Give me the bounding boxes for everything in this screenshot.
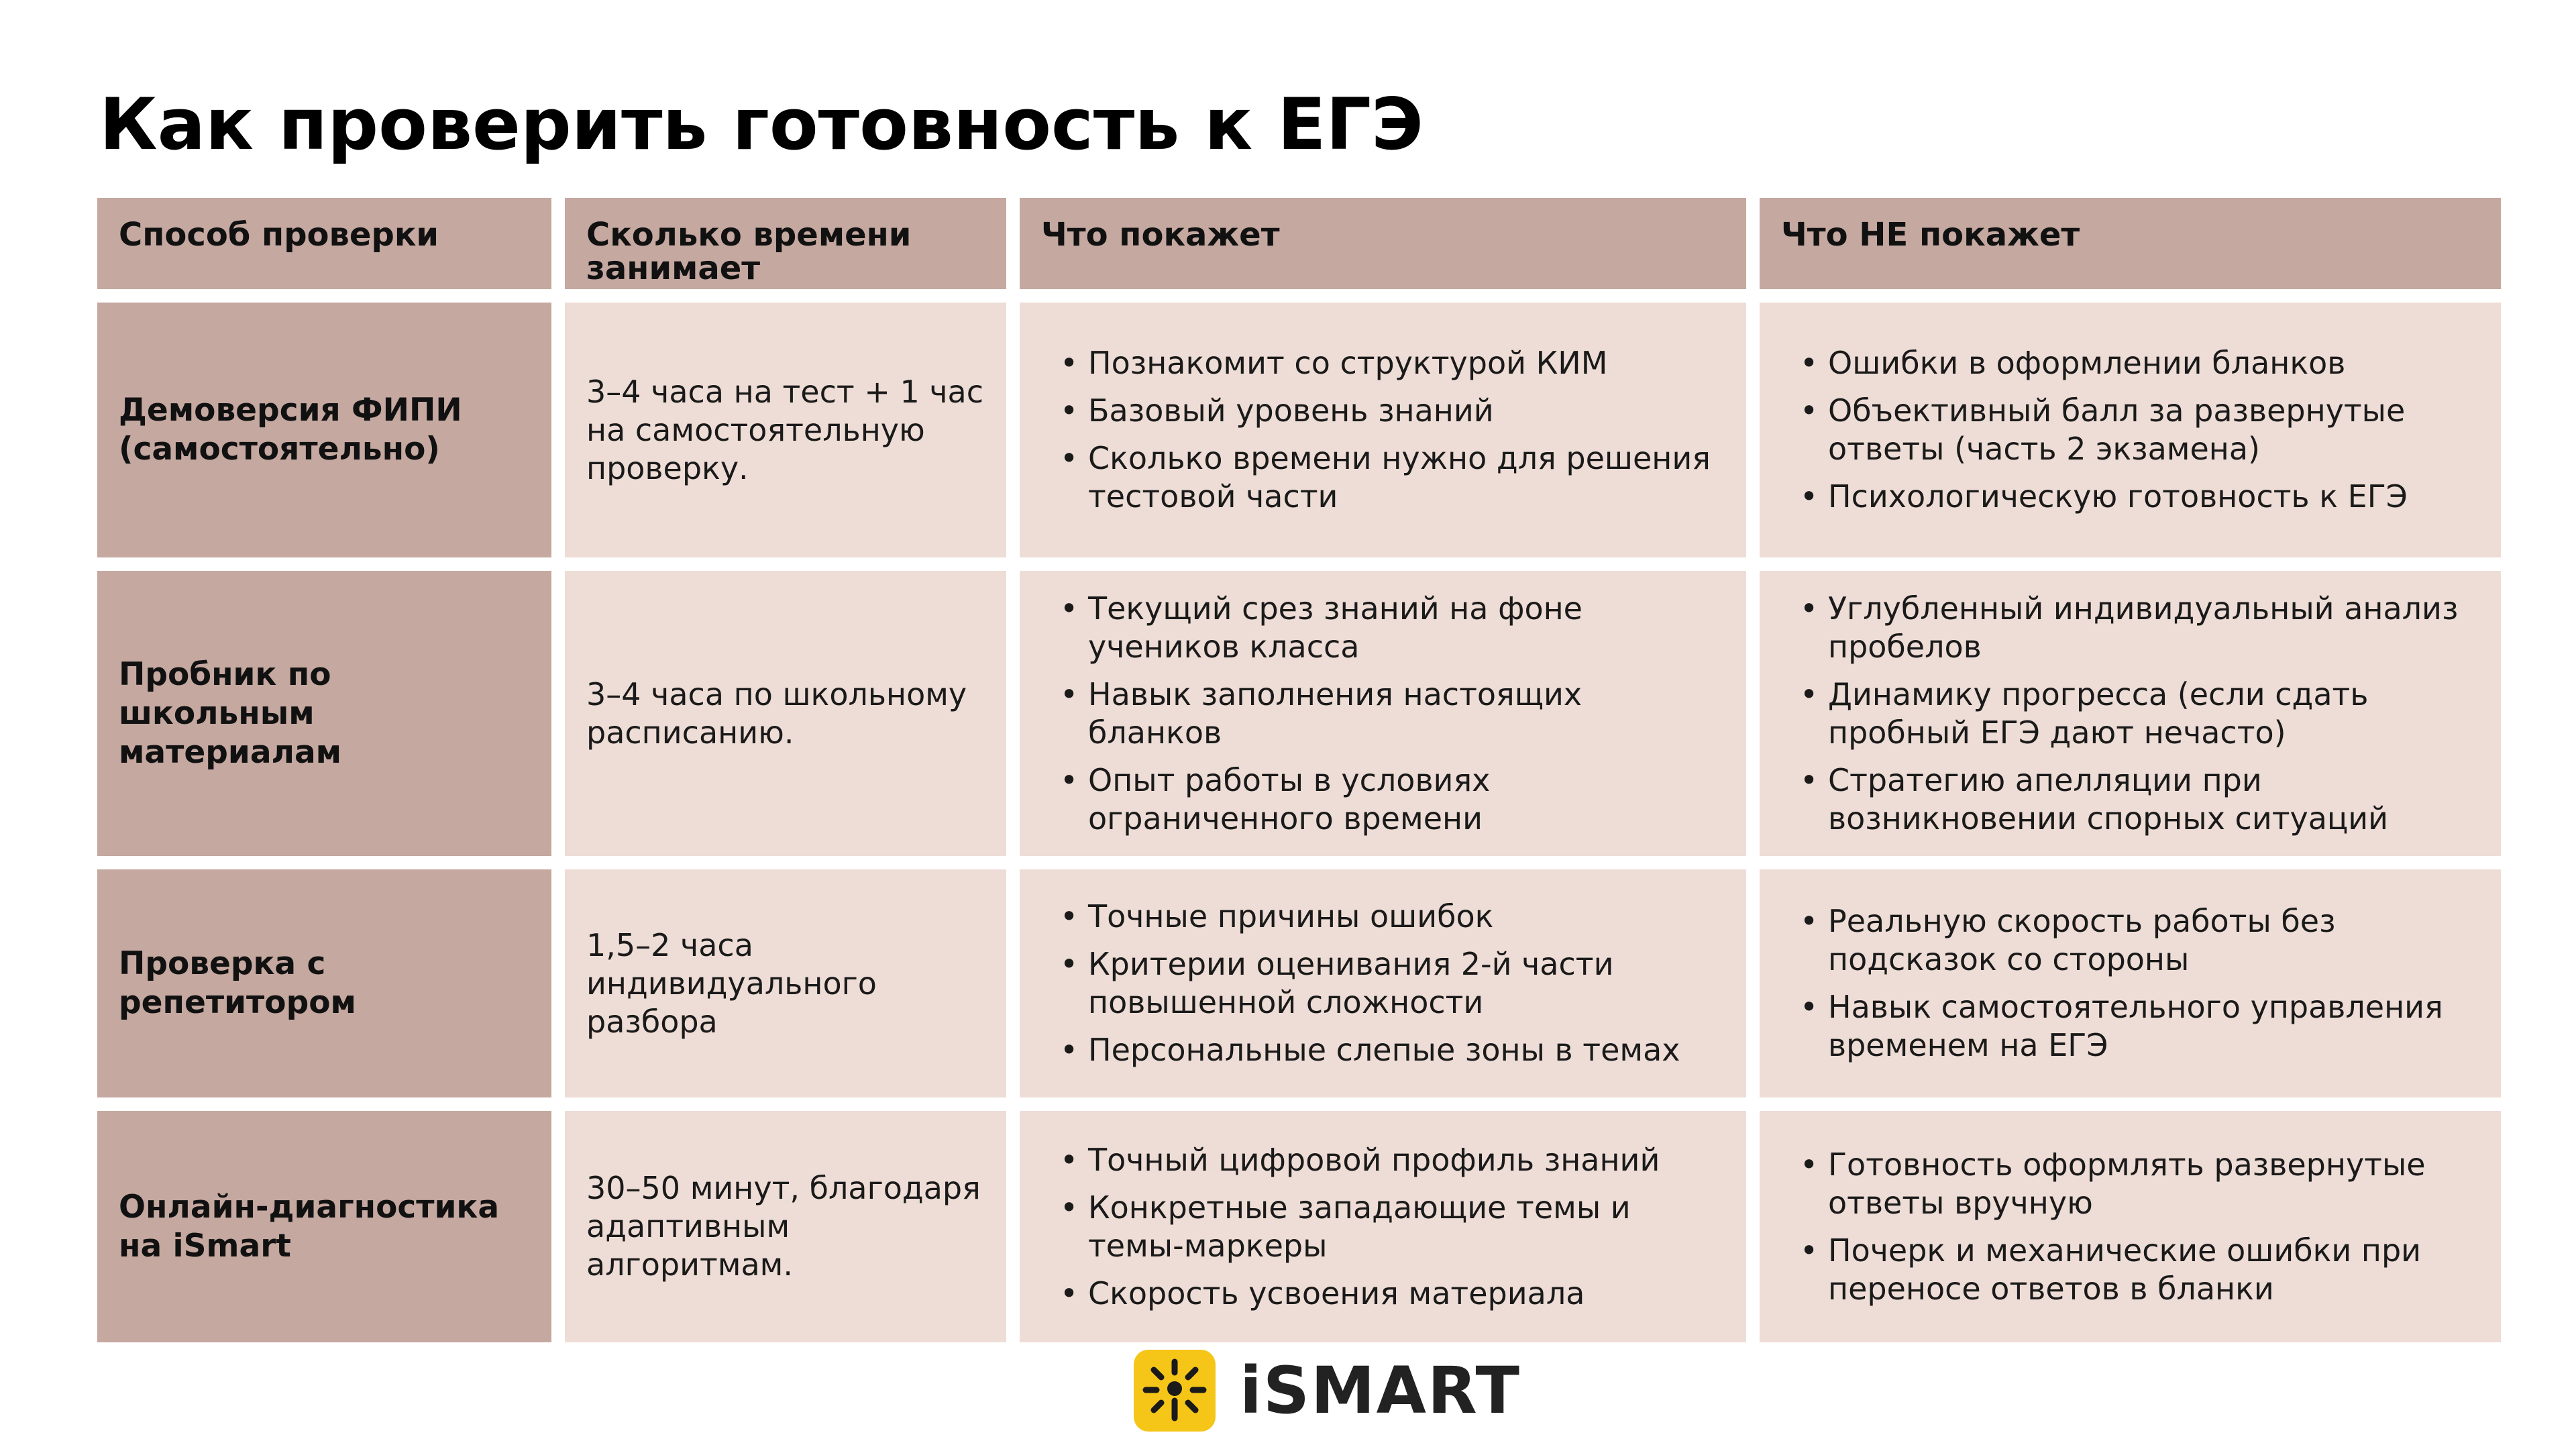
list-item: • Стратегию апелляции при возникновении спорных ситуаций (1781, 761, 2479, 838)
logo-wordmark: iSMART (1240, 1353, 1521, 1428)
list-item: • Скорость усвоения материала (1041, 1275, 1725, 1313)
list-item: • Реальную скорость работы без подсказок со стороны (1781, 902, 2479, 979)
not-shows-list (1781, 580, 2479, 847)
method-cell: Проверка с репетитором (97, 869, 551, 1097)
shows-list (1041, 888, 1725, 1079)
list-item: • Конкретные западающие темы и темы-маркеры (1041, 1189, 1725, 1265)
not-shows-list (1781, 1136, 2479, 1318)
shows-cell (1020, 303, 1746, 557)
list-item: • Почерк и механические ошибки при переносе ответов в бланки (1781, 1232, 2479, 1308)
comparison-table (97, 198, 2501, 1342)
list-item: • Текущий срез знаний на фоне учеников класса (1041, 590, 1725, 666)
time-cell: 30–50 минут, благодаря адаптивным алгоритмам. (565, 1111, 1006, 1342)
header-time: Сколько времени занимает (565, 198, 1006, 289)
shows-cell (1020, 869, 1746, 1097)
list-item: • Персональные слепые зоны в темах (1041, 1031, 1725, 1069)
time-cell: 3–4 часа по школьному расписанию. (565, 571, 1006, 856)
list-item: • Ошибки в оформлении бланков (1781, 344, 2479, 382)
list-item: • Опыт работы в условиях ограниченного времени (1041, 761, 1725, 838)
not-shows-cell (1760, 303, 2501, 557)
page-title: Как проверить готовность к ЕГЭ (99, 83, 1424, 166)
method-cell: Демоверсия ФИПИ (самостоятельно) (97, 303, 551, 557)
list-item: • Точные причины ошибок (1041, 898, 1725, 936)
not-shows-list (1781, 893, 2479, 1074)
shows-cell (1020, 1111, 1746, 1342)
not-shows-list (1781, 335, 2479, 525)
ismart-logo (1134, 1350, 1521, 1432)
list-item: • Готовность оформлять развернутые ответы вручную (1781, 1146, 2479, 1222)
method-cell: Пробник по школьным материалам (97, 571, 551, 856)
not-shows-cell (1760, 1111, 2501, 1342)
header-not-shows: Что НЕ покажет (1760, 198, 2501, 289)
shows-list (1041, 335, 1725, 525)
time-cell: 3–4 часа на тест + 1 час на самостоятельную проверку. (565, 303, 1006, 557)
list-item: • Навык заполнения настоящих бланков (1041, 676, 1725, 752)
list-item: • Познакомит со структурой КИМ (1041, 344, 1725, 382)
list-item: • Базовый уровень знаний (1041, 392, 1725, 430)
list-item: • Психологическую готовность к ЕГЭ (1781, 478, 2479, 516)
shows-cell (1020, 571, 1746, 856)
list-item: • Динамику прогресса (если сдать пробный ЕГЭ дают нечасто) (1781, 676, 2479, 752)
list-item: • Сколько времени нужно для решения тестовой части (1041, 439, 1725, 516)
header-shows: Что покажет (1020, 198, 1746, 289)
sun-icon (1134, 1350, 1216, 1432)
not-shows-cell (1760, 571, 2501, 856)
list-item: • Критерии оценивания 2-й части повышенной сложности (1041, 945, 1725, 1022)
list-item: • Объективный балл за развернутые ответы (часть 2 экзамена) (1781, 392, 2479, 468)
not-shows-cell (1760, 869, 2501, 1097)
time-cell: 1,5–2 часа индивидуального разбора (565, 869, 1006, 1097)
list-item: • Углубленный индивидуальный анализ пробелов (1781, 590, 2479, 666)
shows-list (1041, 580, 1725, 847)
method-cell: Онлайн-диагностика на iSmart (97, 1111, 551, 1342)
list-item: • Точный цифровой профиль знаний (1041, 1141, 1725, 1179)
header-method: Способ проверки (97, 198, 551, 289)
list-item: • Навык самостоятельного управления временем на ЕГЭ (1781, 988, 2479, 1065)
shows-list (1041, 1132, 1725, 1322)
